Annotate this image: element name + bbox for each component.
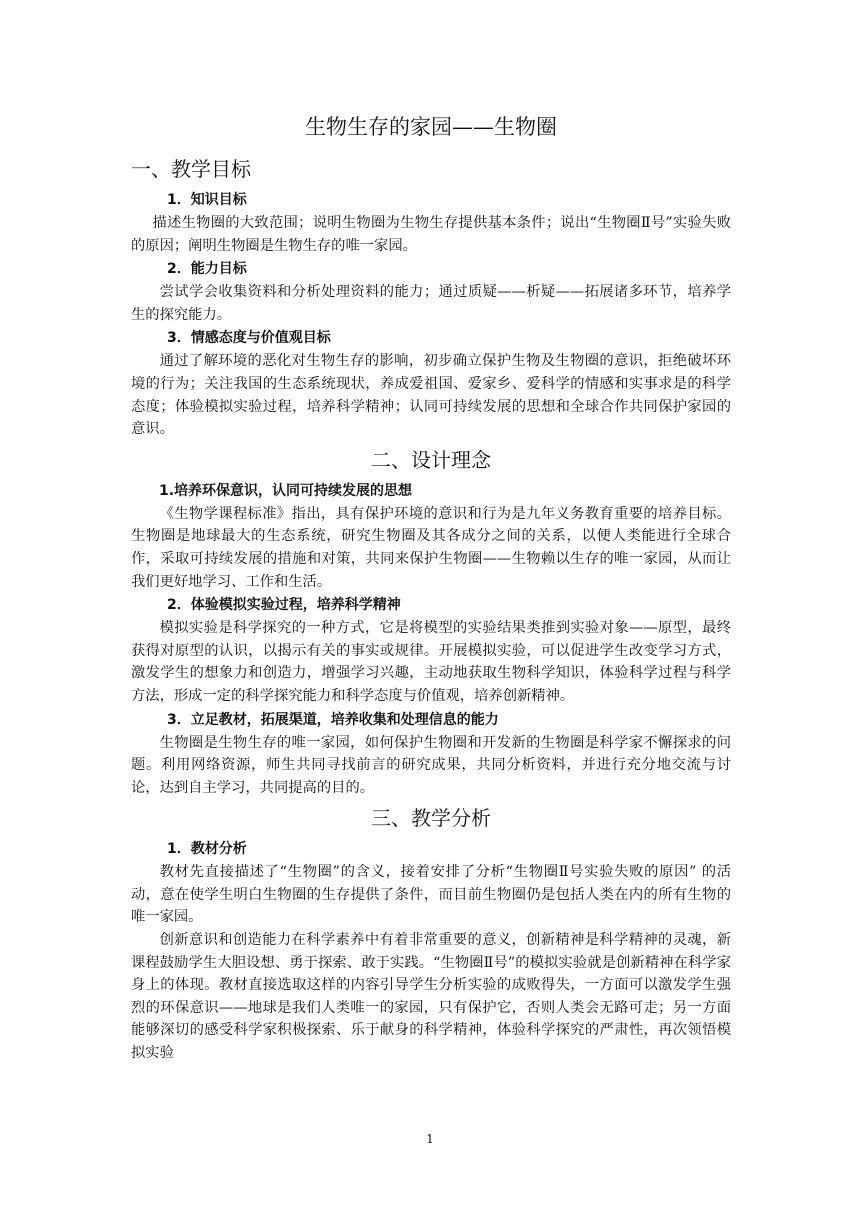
paragraph: 模拟实验是科学探究的一种方式，它是将模型的实验结果类推到实验对象——原型，最终获得对原型的认识，以揭示有关的事实或规律。开展模拟实验，可以促进学生改变学习方式，激发学生的想象力和创造力，增强学习兴趣，主动地获取生物科学知识，体验科学过程与科学方法，形成一定的科学探究能力和科学态度与价值观，培养创新精神。 <box>131 620 731 704</box>
subsection-heading: 1．教材分析 <box>167 841 247 858</box>
paragraph: 描述生物圈的大致范围；说明生物圈为生物生存提供基本条件；说出“生物圈Ⅱ号”实验失败的原因；阐明生物圈是生物生存的唯一家园。 <box>131 215 731 254</box>
document-body <box>131 112 731 1065</box>
section-teaching-analysis <box>131 803 731 1064</box>
subsection-heading: 2．能力目标 <box>167 261 247 278</box>
section-heading: 三、教学分析 <box>371 806 491 831</box>
paragraph: 《生物学课程标准》指出，具有保护环境的意识和行为是九年义务教育重要的培养目标。生物圈是地球最大的生态系统，研究生物圈及其各成分之间的关系，以便人类能进行全球合作，采取可持续发展的措施和对策，共同来保护生物圈——生物赖以生存的唯一家园，从而让我们更好地学习、工作和生活。 <box>131 505 731 590</box>
section-design-concept <box>131 445 731 800</box>
document-title: 生物生存的家园——生物圈 <box>305 115 557 139</box>
paragraph: 生物圈是生物生存的唯一家园，如何保护生物圈和开发新的生物圈是科学家不懈探求的问题。利用网络资源，师生共同寻找前言的研究成果，共同分析资料，并进行充分地交流与讨论，达到自主学习，共同提高的目的。 <box>131 734 731 796</box>
section-teaching-objectives <box>131 154 731 441</box>
paragraph: 教材先直接描述了“生物圈”的含义，接着安排了分析“生物圈Ⅱ号实验失败的原因” 的活动，意在使学生明白生物圈的生存提供了条件，而目前生物圈仍是包括人类在内的所有生物的唯一家园。 <box>131 864 731 926</box>
page-number: 1 <box>426 1132 434 1146</box>
paragraph: 通过了解环境的恶化对生物生存的影响，初步确立保护生物及生物圈的意识，拒绝破坏环境的行为；关注我国的生态系统现状，养成爱祖国、爱家乡、爱科学的情感和实事求是的科学态度；体验模拟实验过程，培养科学精神；认同可持续发展的思想和全球合作共同保护家园的意识。 <box>131 353 731 438</box>
section-heading: 二、设计理念 <box>371 447 491 472</box>
subsection-heading: 3．情感态度与价值观目标 <box>167 330 331 347</box>
paragraph: 尝试学会收集资料和分析处理资料的能力；通过质疑——析疑——拓展诸多环节，培养学生的探究能力。 <box>131 284 731 323</box>
paragraph: 创新意识和创造能力在科学素养中有着非常重要的意义，创新精神是科学精神的灵魂，新课程鼓励学生大胆设想、勇于探索、敢于实践。“生物圈Ⅱ号”的模拟实验就是创新精神在科学家身上的体现。教材直接选取这样的内容引导学生分析实验的成败得失，一方面可以激发学生强烈的环保意识——地球是我们人类唯一的家园，只有保护它，否则人类会无路可走；另一方面能够深切的感受科学家积极探索、乐于献身的科学精神，体验科学探究的严肃性，再次领悟模拟实验 <box>131 932 731 1062</box>
section-heading: 一、教学目标 <box>131 157 251 181</box>
subsection-heading: 3．立足教材，拓展渠道，培养收集和处理信息的能力 <box>167 711 499 728</box>
subsection-heading: 2．体验模拟实验过程，培养科学精神 <box>167 597 401 614</box>
subsection-heading: 1.培养环保意识，认同可持续发展的思想 <box>159 482 413 499</box>
subsection-heading: 1．知识目标 <box>167 192 247 208</box>
